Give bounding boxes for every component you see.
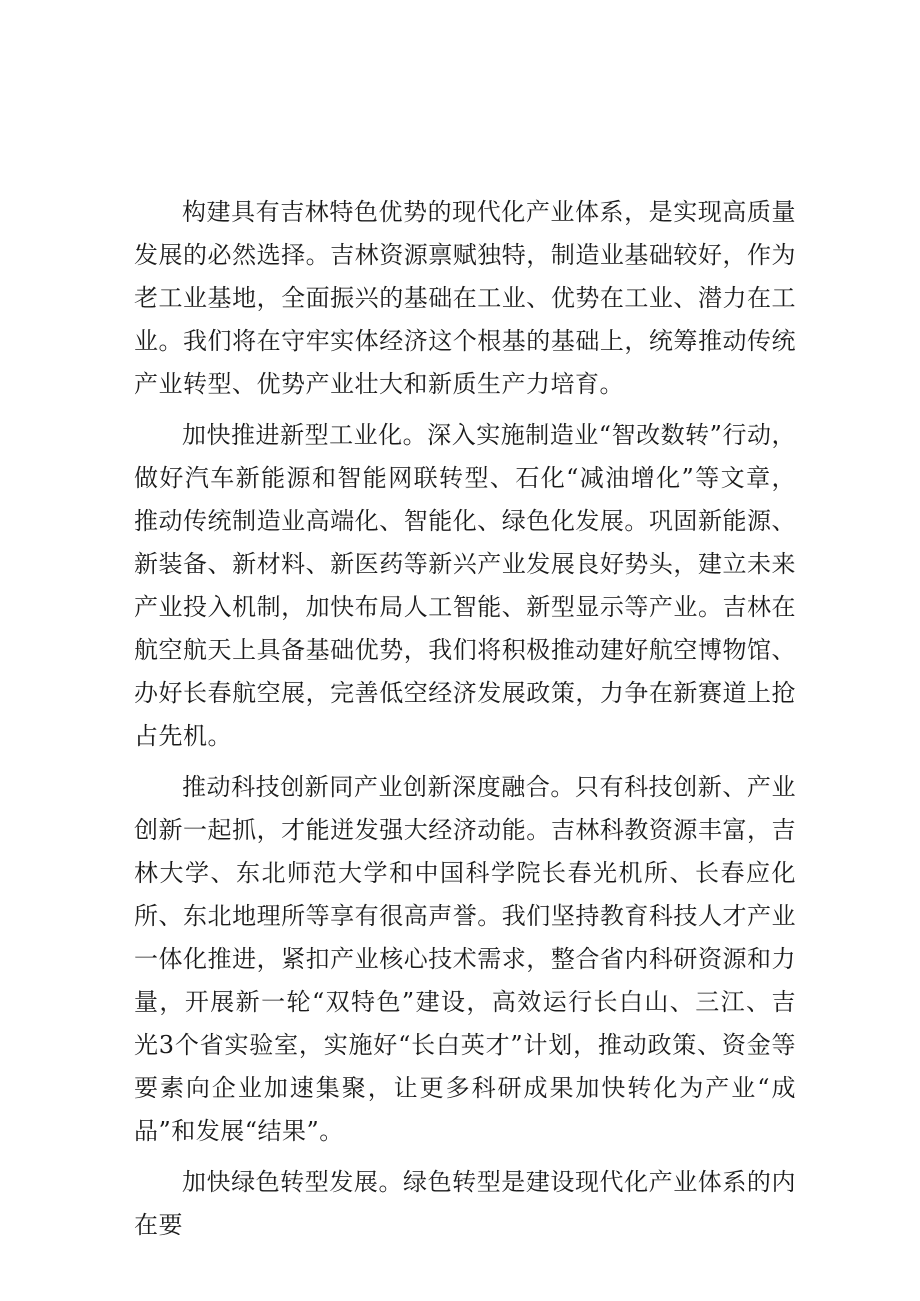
paragraph-2: 加快推进新型工业化。深入实施制造业“智改数转”行动，做好汽车新能源和智能网联转型、石化“减油增化”等文章，推动传统制造业高端化、智能化、绿色化发展。巩固新能源、新装备、新材料、新医药等新兴产业发展良好势头，建立未来产业投入机制，加快布局人工智能、新型显示等产业。吉林在航空航天上具备基础优势，我们将积极推动建好航空博物馆、办好长春航空展，完善低空经济发展政策，力争在新赛道上抢占先机。	[134, 421, 796, 750]
paragraph-4: 加快绿色转型发展。绿色转型是建设现代化产业体系的内在要	[134, 1168, 796, 1239]
paragraph-1: 构建具有吉林特色优势的现代化产业体系，是实现高质量发展的必然选择。吉林资源禀赋独特，制造业基础较好，作为老工业基地，全面振兴的基础在工业、优势在工业、潜力在工业。我们将在守牢实体经济这个根基的基础上，统筹推动传统产业转型、优势产业壮大和新质生产力培育。	[134, 198, 796, 398]
paragraph-3: 推动科技创新同产业创新深度融合。只有科技创新、产业创新一起抓，才能迸发强大经济动能。吉林科教资源丰富，吉林大学、东北师范大学和中国科学院长春光机所、长春应化所、东北地理所等享有很高声誉。我们坚持教育科技人才产业一体化推进，紧扣产业核心技术需求，整合省内科研资源和力量，开展新一轮“双特色”建设，高效运行长白山、三江、吉光3个省实验室，实施好“长白英才”计划，推动政策、资金等要素向企业加速集聚，让更多科研成果加快转化为产业“成品”和发展“结果”。	[134, 773, 796, 1145]
document-body	[134, 191, 796, 1247]
